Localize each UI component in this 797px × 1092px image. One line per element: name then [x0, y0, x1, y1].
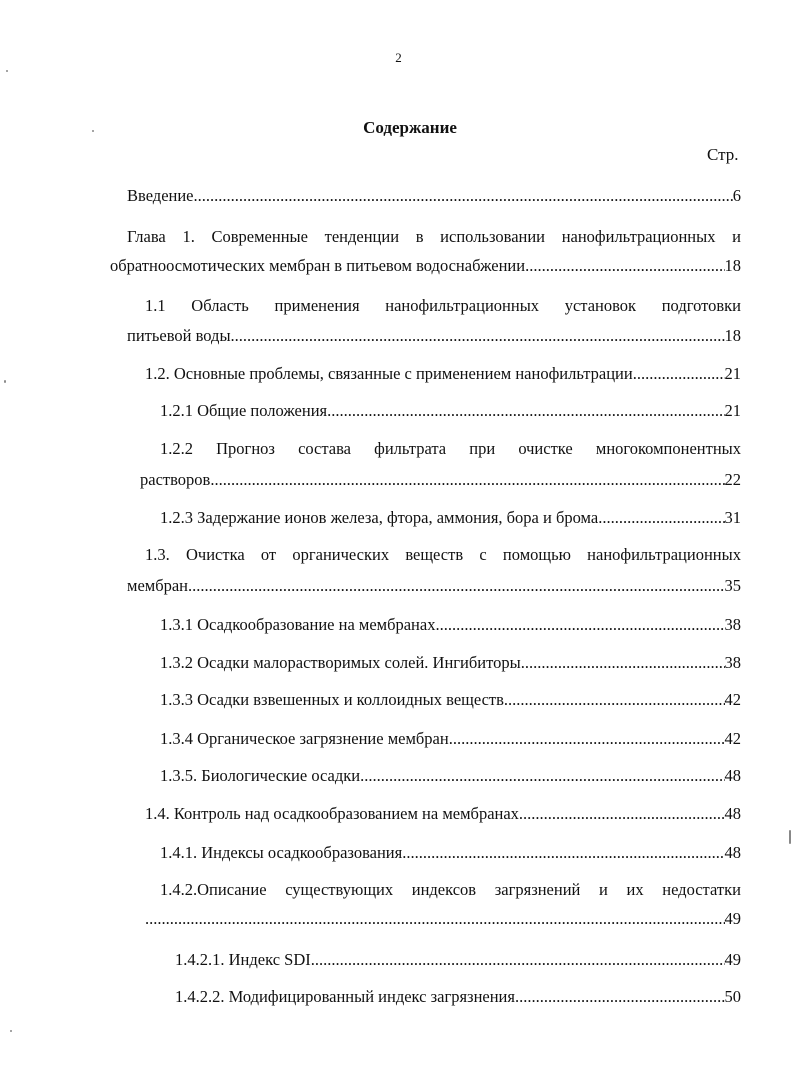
toc-entry-page: 18 [724, 326, 741, 345]
scan-speck [789, 830, 791, 844]
toc-entry-page: 48 [724, 843, 741, 862]
toc-entry-text: 1.2.1 Общие положения [160, 401, 328, 420]
toc-entry-line1: Глава 1. Современные тенденции в использовании нанофильтрационных и [127, 227, 741, 246]
toc-leader [327, 401, 724, 421]
toc-entry-text: мембран [127, 576, 189, 595]
toc-entry [127, 576, 741, 596]
toc-entry [160, 401, 741, 421]
toc-leader [231, 326, 725, 346]
toc-leader [402, 843, 724, 863]
toc-entry-text: 1.3.4 Органическое загрязнение мембран [160, 729, 449, 748]
toc-leader [633, 364, 725, 384]
toc-leader [515, 987, 725, 1007]
toc-entry-text: Введение. [127, 186, 198, 205]
toc-leader [525, 256, 724, 276]
toc-entry [110, 256, 741, 276]
toc-entry-page: 38 [724, 653, 741, 672]
toc-entry-text: 1.4.1. Индексы осадкообразования [160, 843, 403, 862]
toc-entry-page: 48 [724, 766, 741, 785]
toc-leader [435, 615, 724, 635]
toc-entry-text: растворов [140, 470, 211, 489]
toc-leader [188, 576, 724, 596]
toc-title: Содержание [363, 118, 457, 137]
toc-leader [145, 909, 725, 929]
toc-entry [145, 909, 741, 929]
toc-entry-text: 1.3.3 Осадки взвешенных и коллоидных веществ [160, 690, 504, 709]
scan-speck [10, 1030, 12, 1032]
toc-entry-text: 1.3.2 Осадки малорастворимых солей. Ингибиторы [160, 653, 521, 672]
toc-entry [145, 364, 741, 384]
toc-entry [175, 987, 741, 1007]
toc-entry-page: 42 [724, 729, 741, 748]
toc-entry [160, 508, 741, 528]
toc-entry [160, 766, 741, 786]
scan-speck [4, 380, 6, 383]
toc-entry-page: 21 [724, 401, 741, 420]
page-column-label: Стр. [707, 145, 739, 164]
toc-entry-page: 22 [724, 470, 741, 489]
toc-entry-text: питьевой воды [127, 326, 231, 345]
toc-entry-line1: 1.3. Очистка от органических веществ с помощью нанофильтрационных [145, 545, 741, 564]
toc-entry-page: 50 [724, 987, 741, 1006]
page-number: 2 [395, 50, 402, 65]
scan-speck [92, 130, 94, 132]
toc-entry-page: 18 [724, 256, 741, 275]
toc-entry [127, 326, 741, 346]
toc-entry-page: 31 [724, 508, 741, 527]
toc-leader [598, 508, 724, 528]
toc-entry-text: 1.3.1 Осадкообразование на мембранах [160, 615, 436, 634]
toc-entry-line1: 1.4.2.Описание существующих индексов загрязнений и их недостатки [160, 880, 741, 899]
toc-entry-page: 35 [724, 576, 741, 595]
toc-entry-text: 1.4.2.1. Индекс SDI [175, 950, 311, 969]
toc-entry [160, 690, 741, 710]
toc-entry-page: 42 [724, 690, 741, 709]
toc-entry-text: 1.2. Основные проблемы, связанные с применением нанофильтрации [145, 364, 633, 383]
toc-leader [198, 186, 733, 206]
toc-entry [140, 470, 741, 490]
toc-entry [145, 804, 741, 824]
toc-leader [311, 950, 725, 970]
toc-entry [175, 950, 741, 970]
toc-leader [449, 729, 725, 749]
toc-entry-text: 1.4.2.2. Модифицированный индекс загрязнения [175, 987, 515, 1006]
toc-entry-text: обратноосмотических мембран в питьевом водоснабжении [110, 256, 526, 275]
toc-leader [504, 690, 725, 710]
toc-entry-line1: 1.2.2 Прогноз состава фильтрата при очистке многокомпонентных [160, 439, 741, 458]
toc-entry [160, 615, 741, 635]
toc-entry-page: 48 [724, 804, 741, 823]
toc-entry [160, 729, 741, 749]
scan-speck [6, 70, 8, 72]
toc-entry-page: 49 [724, 950, 741, 969]
toc-entry-line1: 1.1 Область применения нанофильтрационных установок подготовки [145, 296, 741, 315]
toc-leader [360, 766, 724, 786]
toc-entry-text: 1.2.3 Задержание ионов железа, фтора, аммония, бора и брома [160, 508, 599, 527]
toc-leader [519, 804, 725, 824]
toc-entry-page: 6 [732, 186, 741, 205]
toc-entry [127, 186, 741, 206]
toc-leader [521, 653, 725, 673]
toc-entry-page: 21 [724, 364, 741, 383]
toc-entry-text: 1.4. Контроль над осадкообразованием на мембранах [145, 804, 519, 823]
toc-leader [210, 470, 724, 490]
toc-entry [160, 843, 741, 863]
toc-entry-page: 38 [724, 615, 741, 634]
toc-entry [160, 653, 741, 673]
toc-entry-page: 49 [724, 909, 741, 928]
toc-entry-text: 1.3.5. Биологические осадки [160, 766, 361, 785]
